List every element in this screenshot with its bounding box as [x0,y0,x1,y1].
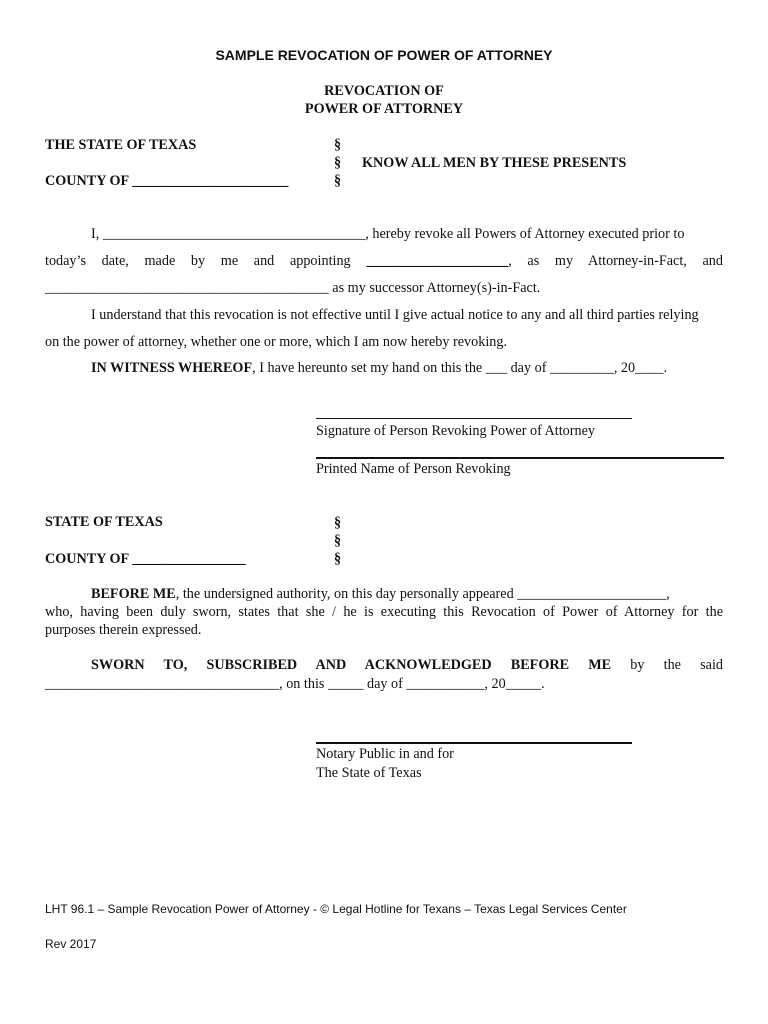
before-me-heading: BEFORE ME [91,586,176,602]
section-mark: § [334,533,342,549]
text-segment: , the undersigned authority, on this day personally appeared _____________________, [175,586,670,602]
notary-label-2: The State of Texas [316,765,422,781]
revocation-line-3 [45,280,540,297]
heading-line-1: REVOCATION OF [324,83,444,99]
text-segment: , I have hereunto set my hand on this the ___ day of _________, 20____. [252,360,668,376]
before-me-line-3: purposes therein expressed. [45,622,202,638]
principal-name-blank: _____________________________________ [102,226,366,242]
printed-name-line [316,457,724,459]
state-caption: STATE OF TEXAS [45,514,163,530]
attorney-in-fact-blank: ____________________ [366,253,509,269]
notice-line-2: on the power of attorney, whether one or more, which I am now hereby revoking. [45,334,507,350]
before-me-line-2: who, having been duly sworn, states that she / he is executing this Revocation of Power of Attorney for the [45,604,723,620]
notary-label-1: Notary Public in and for [316,746,454,762]
county-caption: COUNTY OF ________________ [45,551,246,567]
footer-citation: LHT 96.1 – Sample Revocation Power of Attorney - © Legal Hotline for Texans – Texas Legal Services Center [45,902,627,916]
text-segment: , as my Attorney-in-Fact, and [508,253,723,269]
section-mark: § [334,155,342,171]
revocation-line-2 [45,253,723,270]
heading-line-2: POWER OF ATTORNEY [304,101,464,117]
sworn-line-1 [91,657,723,674]
sworn-heading: SWORN TO, SUBSCRIBED AND ACKNOWLEDGED BEFORE ME [91,657,612,673]
notice-line-1: I understand that this revocation is not effective until I give actual notice to any and all third parties relying [91,307,699,323]
state-caption: THE STATE OF TEXAS [45,137,197,153]
signature-line [316,418,632,419]
county-caption: COUNTY OF ______________________ [45,173,289,189]
printed-name-label: Printed Name of Person Revoking [316,461,511,477]
section-mark: § [334,137,342,153]
before-me-line-1 [91,586,670,603]
notary-signature-line [316,742,632,744]
witness-heading: IN WITNESS WHEREOF [91,360,253,376]
text-segment: by the said [630,657,723,673]
signature-label: Signature of Person Revoking Power of Attorney [316,423,595,439]
section-mark: § [334,515,342,531]
witness-line [91,360,667,377]
section-mark: § [334,173,342,189]
revocation-line-1 [91,226,684,243]
text-segment: I, [91,226,103,242]
text-segment: as my successor Attorney(s)-in-Fact. [328,280,541,296]
text-segment: today’s date, made by me and appointing [45,253,351,269]
revision-label: Rev 2017 [45,937,97,951]
sworn-line-2: _________________________________, on this _____ day of ___________, 20_____. [45,676,545,692]
know-all-men-heading: KNOW ALL MEN BY THESE PRESENTS [362,155,627,171]
document-title: SAMPLE REVOCATION OF POWER OF ATTORNEY [215,47,553,63]
text-segment: , hereby revoke all Powers of Attorney executed prior to [365,226,685,242]
successor-attorney-blank: ________________________________________ [45,280,329,296]
section-mark: § [334,551,342,567]
